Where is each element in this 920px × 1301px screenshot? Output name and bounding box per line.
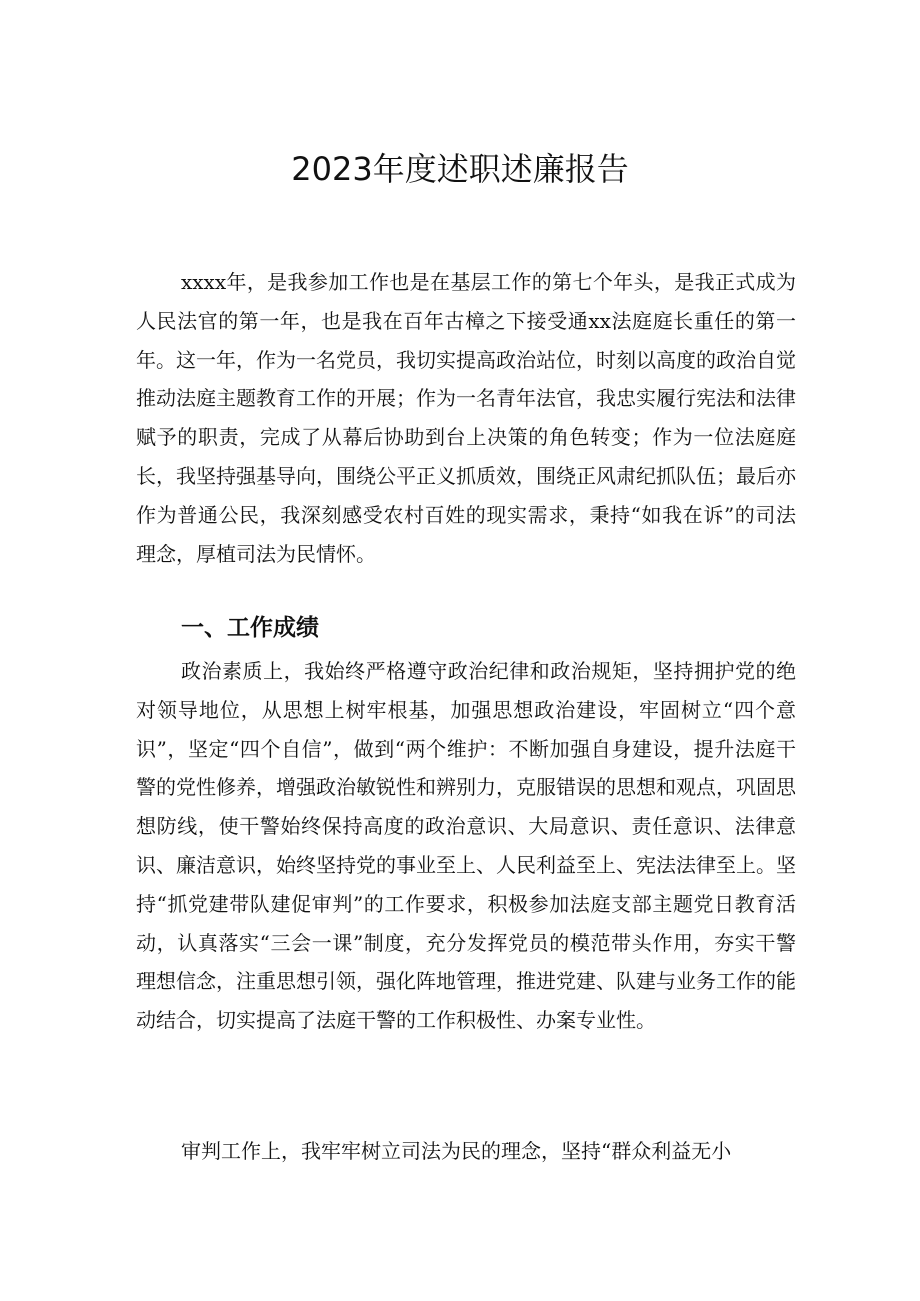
trial-work-paragraph: 审判工作上，我牢牢树立司法为民的理念，坚持“群众利益无小 [181,1139,732,1163]
document-title: 2023年度述职述廉报告 [291,150,629,188]
section-heading: 一、工作成绩 [181,615,319,641]
political-quality-paragraph: 政治素质上，我始终严格遵守政治纪律和政治规矩，坚持拥护党的绝对领导地位，从思想上树牢根基，加强思想政治建设，牢固树立“四个意识”，坚定“四个自信”，做到“两个维护：不断加强自身建设，提升法庭干警的党性修养，增强政治敏锐性和辨别力，克服错误的思想和观点，巩固思想防线，使干警始终保持高度的政治意识、大局意识、责任意识、法律意识、廉洁意识，始终坚持党的事业至上、人民利益至上、宪法法律至上。坚持“抓党建带队建促审判”的工作要求，积极参加法庭支部主题党日教育活动，认真落实“三会一课”制度，充分发挥党员的模范带头作用，夯实干警理想信念，注重思想引领，强化阵地管理，推进党建、队建与业务工作的能动结合，切实提高了法庭干警的工作积极性、办案专业性。 [136,659,796,1033]
intro-paragraph: xxxx年，是我参加工作也是在基层工作的第七个年头，是我正式成为人民法官的第一年，也是我在百年古樟之下接受通xx法庭庭长重任的第一年。这一年，作为一名党员，我切实提高政治站位，时刻以高度的政治自觉推动法庭主题教育工作的开展；作为一名青年法官，我忠实履行宪法和法律赋予的职责，完成了从幕后协助到台上决策的角色转变；作为一位法庭庭长，我坚持强基导向，围绕公平正义抓质效，围绕正风肃纪抓队伍；最后亦作为普通公民，我深刻感受农村百姓的现实需求，秉持“如我在诉”的司法理念，厚植司法为民情怀。 [136,270,796,566]
